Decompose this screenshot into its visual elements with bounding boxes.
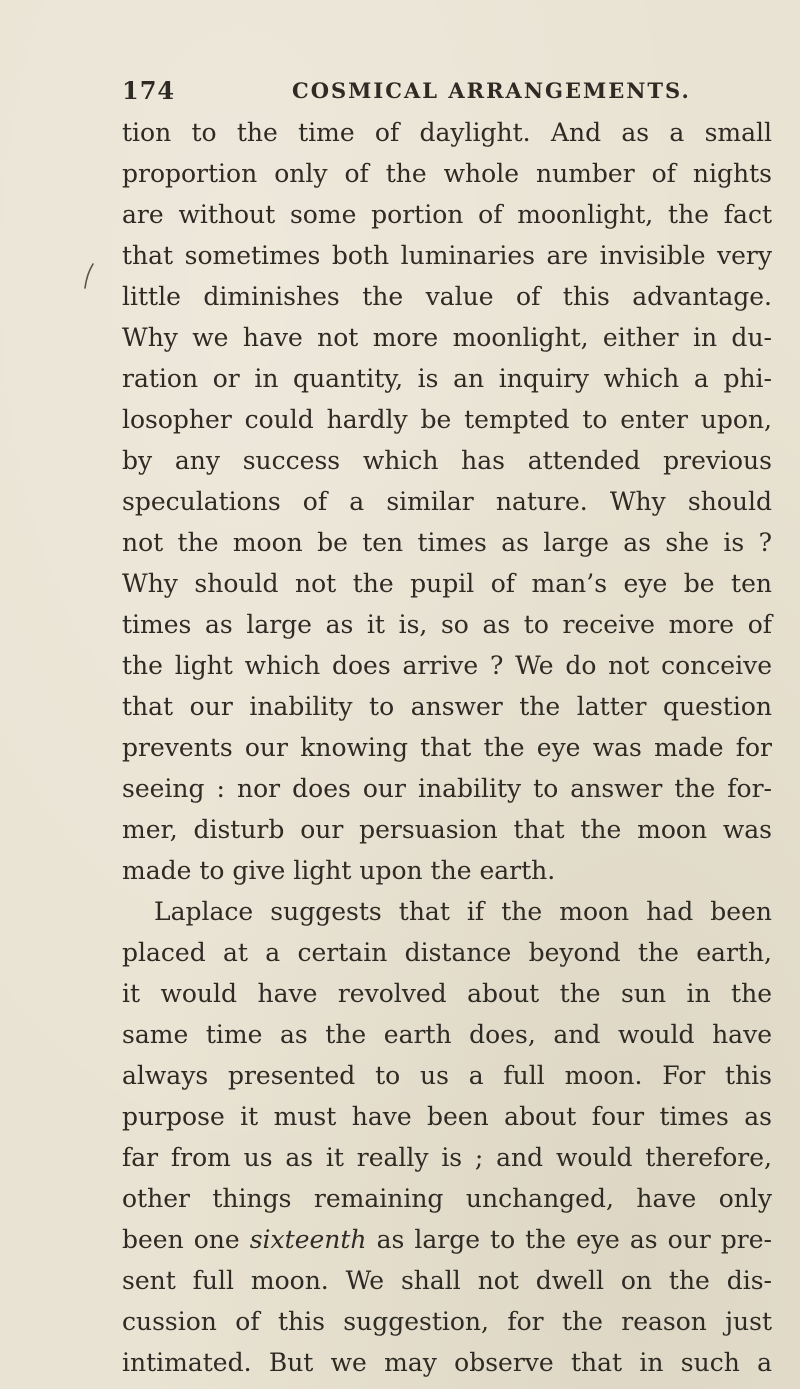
body-text [122,112,772,1383]
text-line: the light which does arrive ? We do not conceive [122,651,772,680]
text-line: far from us as it really is ; and would therefore, [122,1143,772,1172]
text-line: always presented to us a full moon. For this [122,1061,772,1090]
text-line: ration or in quantity, is an inquiry which a phi- [122,364,772,393]
text-line: tion to the time of daylight. And as a small [122,118,772,147]
running-title: COSMICAL ARRANGEMENTS. [292,78,691,103]
text-line: proportion only of the whole number of nights [122,159,772,188]
text-line: it would have revolved about the sun in the [122,979,772,1008]
text-line: Why should not the pupil of man’s eye be ten [122,569,772,598]
page-number: 174 [122,76,176,105]
text-line: times as large as it is, so as to receive more of [122,610,772,639]
text-line: cussion of this suggestion, for the reason just [122,1307,772,1336]
text-line: that sometimes both luminaries are invisible very [122,241,772,270]
text-line: are without some portion of moonlight, the fact [122,200,772,229]
running-head [122,76,762,106]
text-line: speculations of a similar nature. Why should [122,487,772,516]
text-line: mer, disturb our persuasion that the moon was [122,815,772,844]
text-line: Why we have not more moonlight, either in du- [122,323,772,352]
text-line: losopher could hardly be tempted to enter upon, [122,405,772,434]
pencil-mark-icon [82,262,96,312]
text-line: purpose it must have been about four times as [122,1102,772,1131]
paragraph-start-line: Laplace suggests that if the moon had been [154,897,772,926]
text-line: other things remaining unchanged, have only [122,1184,772,1213]
text-line: same time as the earth does, and would have [122,1020,772,1049]
text-line: that our inability to answer the latter question [122,692,772,721]
italic-word: sixteenth [249,1225,367,1254]
text-line: not the moon be ten times as large as she is ? [122,528,772,557]
text-line: placed at a certain distance beyond the earth, [122,938,772,967]
text-line: sent full moon. We shall not dwell on the dis- [122,1266,772,1295]
text-line: by any success which has attended previous [122,446,772,475]
paragraph-end-line: made to give light upon the earth. [122,856,556,885]
text-line: intimated. But we may observe that in such a [122,1348,772,1377]
text-line: little diminishes the value of this advantage. [122,282,772,311]
text-line: seeing : nor does our inability to answer the for- [122,774,772,803]
text-line-with-italic: been one sixteenth as large to the eye as our pre- [122,1225,772,1254]
text-line: prevents our knowing that the eye was made for [122,733,772,762]
